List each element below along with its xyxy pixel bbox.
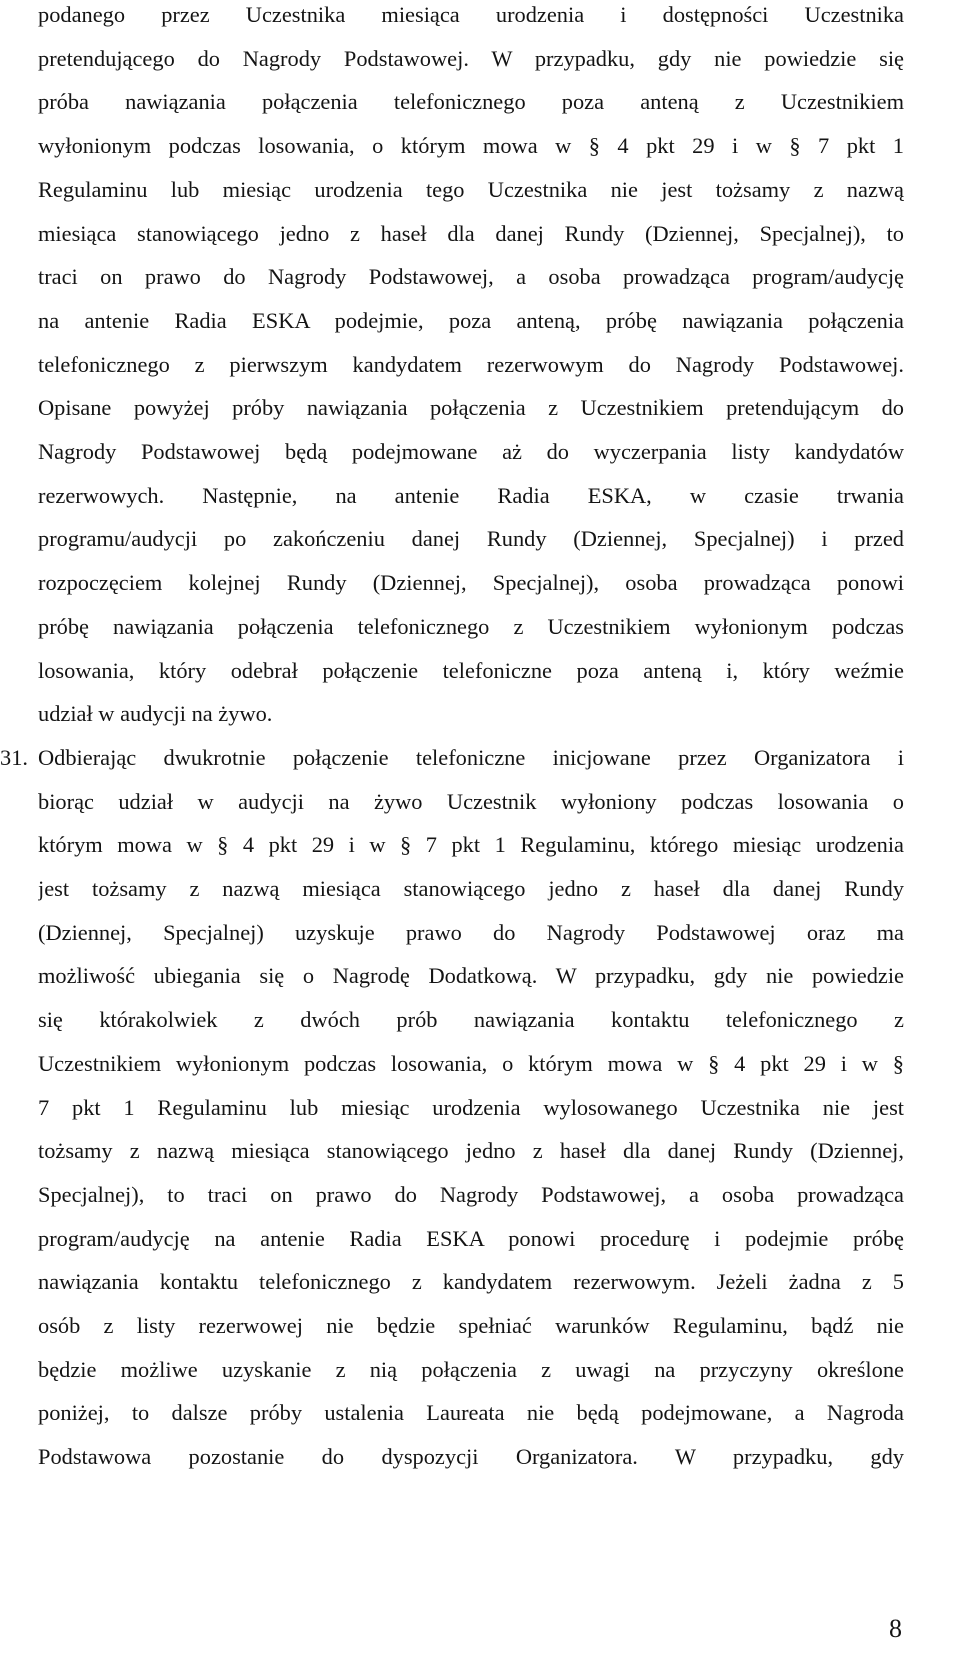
text-line: pretendującego do Nagrody Podstawowej. W przypadku, gdy nie powiedzie się xyxy=(38,45,904,71)
text-line: poniżej, to dalsze próby ustalenia Laureata nie będą podejmowane, a Nagroda xyxy=(38,1400,904,1426)
text-line: telefonicznego z pierwszym kandydatem rezerwowym do Nagrody Podstawowej. xyxy=(38,351,904,377)
text-line: Regulaminu lub miesiąc urodzenia tego Uczestnika nie jest tożsamy z nazwą xyxy=(38,176,904,202)
list-item-number: 31. xyxy=(0,744,28,770)
text-line: możliwość ubiegania się o Nagrodę Dodatkową. W przypadku, gdy nie powiedzie xyxy=(38,963,904,989)
text-line: Podstawowa pozostanie do dyspozycji Organizatora. W przypadku, gdy xyxy=(38,1444,904,1470)
text-line: (Dziennej, Specjalnej) uzyskuje prawo do Nagrody Podstawowej oraz ma xyxy=(38,919,904,945)
text-line: na antenie Radia ESKA podejmie, poza anteną, próbę nawiązania połączenia xyxy=(38,307,904,333)
text-line: nawiązania kontaktu telefonicznego z kandydatem rezerwowym. Jeżeli żadna z 5 xyxy=(38,1269,904,1295)
page-number: 8 xyxy=(889,1614,902,1643)
text-line: biorąc udział w audycji na żywo Uczestnik wyłoniony podczas losowania o xyxy=(38,788,904,814)
text-line: traci on prawo do Nagrody Podstawowej, a osoba prowadząca program/audycję xyxy=(38,264,904,290)
text-line: rozpoczęciem kolejnej Rundy (Dziennej, Specjalnej), osoba prowadząca ponowi xyxy=(38,570,904,596)
text-line: Opisane powyżej próby nawiązania połączenia z Uczestnikiem pretendującym do xyxy=(38,395,904,421)
text-line: próbę nawiązania połączenia telefonicznego z Uczestnikiem wyłonionym podczas xyxy=(38,613,904,639)
text-line: wyłonionym podczas losowania, o którym mowa w § 4 pkt 29 i w § 7 pkt 1 xyxy=(38,133,904,159)
text-line: jest tożsamy z nazwą miesiąca stanowiącego jedno z haseł dla danej Rundy xyxy=(38,876,904,901)
text-line: Uczestnikiem wyłonionym podczas losowania, o którym mowa w § 4 pkt 29 i w § xyxy=(38,1050,904,1076)
text-line: podanego przez Uczestnika miesiąca urodzenia i dostępności Uczestnika xyxy=(38,2,904,27)
text-line: losowania, który odebrał połączenie telefoniczne poza anteną i, który weźmie xyxy=(38,657,904,683)
text-line: Odbierając dwukrotnie połączenie telefoniczne inicjowane przez Organizatora i xyxy=(38,744,904,770)
text-line: Specjalnej), to traci on prawo do Nagrody Podstawowej, a osoba prowadząca xyxy=(38,1181,904,1207)
text-line: rezerwowych. Następnie, na antenie Radia ESKA, w czasie trwania xyxy=(38,482,904,508)
text-line: program/audycję na antenie Radia ESKA ponowi procedurę i podejmie próbę xyxy=(38,1225,904,1251)
text-line: się którakolwiek z dwóch prób nawiązania kontaktu telefonicznego z xyxy=(38,1007,904,1033)
text-line: tożsamy z nazwą miesiąca stanowiącego jedno z haseł dla danej Rundy (Dziennej, xyxy=(38,1138,904,1164)
text-line: będzie możliwe uzyskanie z nią połączenia z uwagi na przyczyny określone xyxy=(38,1356,904,1382)
text-line: próba nawiązania połączenia telefonicznego poza anteną z Uczestnikiem xyxy=(38,89,904,115)
text-line: programu/audycji po zakończeniu danej Rundy (Dziennej, Specjalnej) i przed xyxy=(38,526,904,552)
text-line: miesiąca stanowiącego jedno z haseł dla danej Rundy (Dziennej, Specjalnej), to xyxy=(38,220,904,246)
text-line: 7 pkt 1 Regulaminu lub miesiąc urodzenia wylosowanego Uczestnika nie jest xyxy=(38,1094,904,1120)
text-line: osób z listy rezerwowej nie będzie spełniać warunków Regulaminu, bądź nie xyxy=(38,1313,904,1338)
text-line: Nagrody Podstawowej będą podejmowane aż do wyczerpania listy kandydatów xyxy=(38,439,904,464)
text-line: udział w audycji na żywo. xyxy=(38,701,273,727)
text-line: którym mowa w § 4 pkt 29 i w § 7 pkt 1 Regulaminu, którego miesiąc urodzenia xyxy=(38,832,904,858)
